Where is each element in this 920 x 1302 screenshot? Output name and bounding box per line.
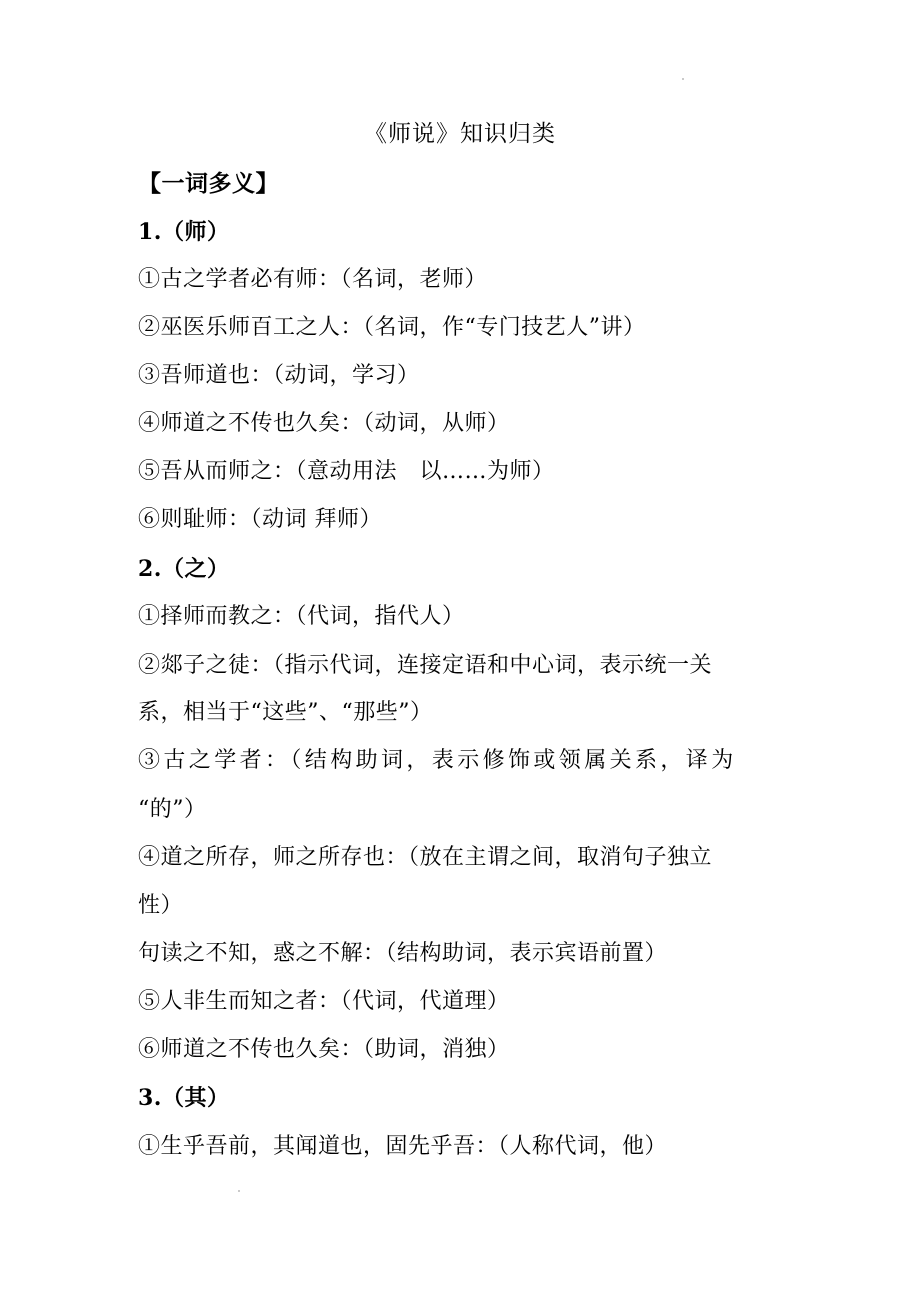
item-number-2: 2.（之） [138, 556, 230, 582]
definition-line: ④师道之不传也久矣：（动词，从师） [138, 411, 510, 436]
definition-line: ⑤人非生而知之者：（代词，代道理） [138, 989, 510, 1014]
document-title: 《师说》知识归类 [364, 121, 556, 147]
definition-line: ⑤吾从而师之：（意动用法 以……为师） [138, 459, 555, 484]
definition-line-continued: 性） [138, 893, 184, 918]
definition-line: ⑥则耻师：（动词 拜师） [138, 507, 382, 532]
definition-line: ④道之所存，师之所存也：（放在主谓之间，取消句子独立 [138, 845, 713, 870]
scan-speck [682, 78, 684, 80]
definition-line: ②巫医乐师百工之人：（名词，作“专门技艺人”讲） [138, 315, 646, 340]
definition-line-continued: “的”） [138, 797, 207, 822]
definition-line: ③古之学者：（结构助词，表示修饰或领属关系，译为 [138, 748, 737, 773]
definition-line: 句读之不知，惑之不解：（结构助词，表示宾语前置） [138, 941, 668, 966]
definition-line: ①生乎吾前，其闻道也，固先乎吾：（人称代词，他） [138, 1134, 668, 1159]
scan-speck [238, 1190, 240, 1192]
definition-line: ③吾师道也：（动词，学习） [138, 363, 420, 388]
item-number-3: 3.（其） [138, 1085, 230, 1111]
definition-line-continued: 系，相当于“这些”、“那些”） [138, 700, 433, 725]
definition-line: ①古之学者必有师：（名词，老师） [138, 267, 488, 292]
item-number-1: 1.（师） [138, 219, 230, 245]
definition-line: ②郯子之徒：（指示代词，连接定语和中心词，表示统一关 [138, 653, 713, 678]
section-heading: 【一词多义】 [138, 170, 279, 197]
definition-line: ⑥师道之不传也久矣：（助词，消独） [138, 1037, 510, 1062]
definition-line: ①择师而教之：（代词，指代人） [138, 604, 465, 629]
